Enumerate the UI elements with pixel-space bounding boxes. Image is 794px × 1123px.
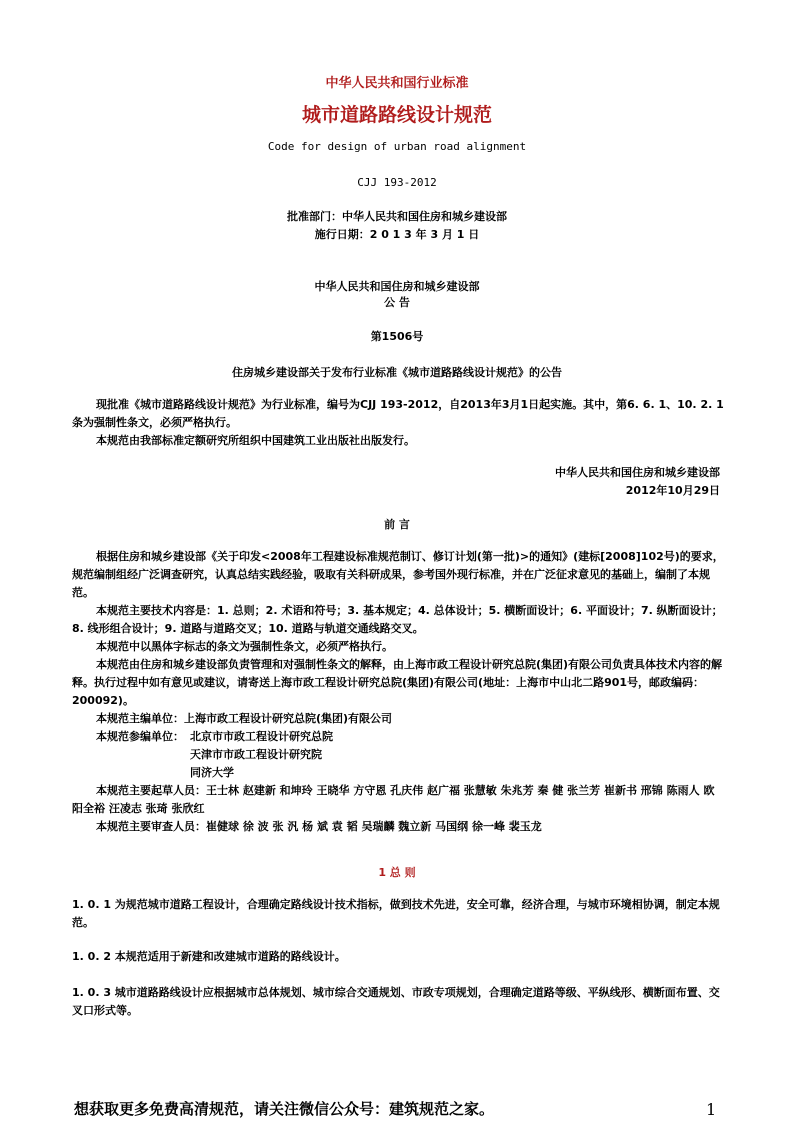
preface-paragraph: 本规范由住房和城乡建设部负责管理和对强制性条文的解释，由上海市政工程设计研究总院(集团)有限公司负责具体技术内容的解释。执行过程中如有意见或建议，请寄送上海市政工程设计研究总院(集团)有限公司(地址：上海市中山北二路901号，邮政编码：200092)。: [72, 658, 723, 707]
announcement-ministry: 中华人民共和国住房和城乡建设部: [314, 280, 480, 293]
preface-heading: 前 言: [384, 518, 410, 531]
announcement-date: 2012年10月29日: [625, 484, 720, 497]
preface-paragraph: 根据住房和城乡建设部《关于印发<2008年工程建设标准规范制订、修订计划(第一批)>的通知》(建标[2008]102号)的要求，规范编制组经广泛调查研究，认真总结实践经验，吸取有关科研成果，参考国外现行标准，并在广泛征求意见的基础上，编制了本规范。: [72, 550, 724, 599]
clause-1-0-1: 1. 0. 1 为规范城市道路工程设计，合理确定路线设计技术指标，做到技术先进，安全可靠，经济合理，与城市环境相协调，制定本规范。: [72, 898, 720, 929]
effective-date: 施行日期：2 0 1 3 年 3 月 1 日: [314, 228, 480, 241]
footer-note: 想获取更多免费高清规范，请关注微信公众号：建筑规范之家。: [74, 1100, 495, 1118]
clause-1-0-3: 1. 0. 3 城市道路路线设计应根据城市总体规划、城市综合交通规划、市政专项规划，合理确定道路等级、平纵线形、横断面布置、交叉口形式等。: [72, 986, 720, 1017]
participant-label: 本规范参编单位：: [96, 730, 184, 743]
reviewers-list: 本规范主要审查人员：崔健球 徐 波 张 汎 杨 斌 袁 韬 吴瑞麟 魏立新 马国纲 徐一峰 裴玉龙: [96, 820, 542, 833]
announcement-paragraph: 本规范由我部标准定额研究所组织中国建筑工业出版社出版发行。: [96, 434, 415, 447]
announcement-paragraph: 现批准《城市道路路线设计规范》为行业标准，编号为CJJ 193-2012，自2013年3月1日起实施。其中，第6. 6. 1、10. 2. 1条为强制性条文，必须严格执行。: [72, 398, 724, 429]
approved-by: 批准部门：中华人民共和国住房和城乡建设部: [287, 210, 507, 223]
preface-paragraph: 本规范主要技术内容是：1. 总则；2. 术语和符号；3. 基本规定；4. 总体设计；5. 横断面设计；6. 平面设计；7. 纵断面设计；8. 线形组合设计；9. 道路与道路交叉；10. 道路与轨道交通线路交叉。: [72, 604, 723, 635]
chief-unit: 本规范主编单位：上海市政工程设计研究总院(集团)有限公司: [96, 712, 393, 725]
participant-unit: 同济大学: [190, 766, 234, 779]
standard-code: CJJ 193-2012: [357, 176, 437, 189]
document-title: 城市道路路线设计规范: [301, 104, 492, 126]
announcement-number: 第1506号: [370, 330, 424, 343]
preface-paragraph: 本规范中以黑体字标志的条文为强制性条文，必须严格执行。: [96, 640, 393, 653]
participant-unit: 北京市市政工程设计研究总院: [190, 730, 333, 743]
industry-standard-label: 中华人民共和国行业标准: [325, 76, 469, 91]
participant-unit: 天津市市政工程设计研究院: [190, 748, 322, 761]
clause-1-0-2: 1. 0. 2 本规范适用于新建和改建城市道路的路线设计。: [72, 950, 346, 963]
english-title: Code for design of urban road alignment: [267, 140, 527, 153]
announcement-subject: 住房城乡建设部关于发布行业标准《城市道路路线设计规范》的公告: [232, 366, 562, 379]
announcement-heading: 公 告: [384, 296, 410, 309]
page-number: 1: [706, 1100, 717, 1119]
announcement-signer: 中华人民共和国住房和城乡建设部: [555, 466, 720, 479]
chapter-heading: 1 总 则: [378, 866, 416, 879]
drafters-list: 本规范主要起草人员：王士林 赵建新 和坤玲 王晓华 方守恩 孔庆伟 赵广福 张慧敏 朱兆芳 秦 健 张兰芳 崔新书 邢锦 陈雨人 欧阳全裕 汪凌志 张琦 张欣红: [72, 784, 715, 815]
